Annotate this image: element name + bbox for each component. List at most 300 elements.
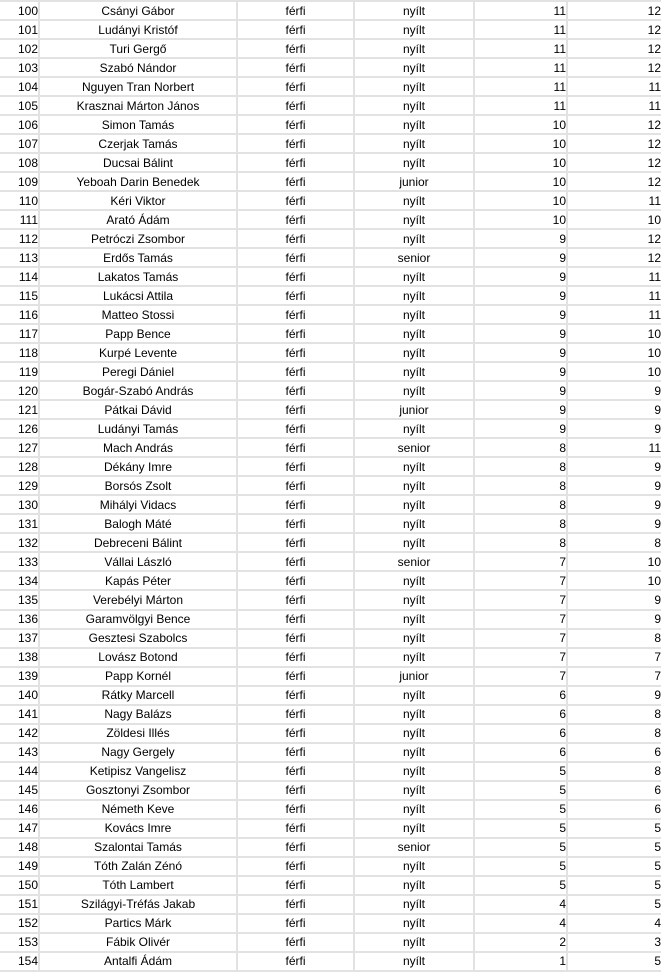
cell-value2[interactable]: 6 <box>568 782 661 801</box>
cell-name[interactable]: Mach András <box>40 439 238 458</box>
cell-gender[interactable]: férfi <box>238 858 355 877</box>
cell-name[interactable]: Partics Márk <box>40 915 238 934</box>
cell-name[interactable]: Kurpé Levente <box>40 344 238 363</box>
cell-name[interactable]: Gesztesi Szabolcs <box>40 630 238 649</box>
cell-gender[interactable]: férfi <box>238 611 355 630</box>
cell-gender[interactable]: férfi <box>238 21 355 40</box>
cell-value1[interactable]: 10 <box>475 211 568 230</box>
cell-value2[interactable]: 10 <box>568 211 661 230</box>
cell-rank[interactable]: 147 <box>0 820 40 839</box>
cell-category[interactable]: nyílt <box>355 192 475 211</box>
cell-rank[interactable]: 137 <box>0 630 40 649</box>
cell-gender[interactable]: férfi <box>238 934 355 953</box>
cell-value1[interactable]: 8 <box>475 439 568 458</box>
cell-gender[interactable]: férfi <box>238 744 355 763</box>
cell-value1[interactable]: 6 <box>475 744 568 763</box>
cell-category[interactable]: nyílt <box>355 820 475 839</box>
cell-value1[interactable]: 6 <box>475 706 568 725</box>
cell-gender[interactable]: férfi <box>238 401 355 420</box>
cell-value1[interactable]: 11 <box>475 78 568 97</box>
cell-name[interactable]: Szilágyi-Tréfás Jakab <box>40 896 238 915</box>
cell-value1[interactable]: 5 <box>475 763 568 782</box>
cell-value1[interactable]: 10 <box>475 173 568 192</box>
cell-category[interactable]: nyílt <box>355 287 475 306</box>
cell-value2[interactable]: 12 <box>568 230 661 249</box>
cell-value2[interactable]: 5 <box>568 820 661 839</box>
cell-value1[interactable]: 9 <box>475 420 568 439</box>
cell-category[interactable]: nyílt <box>355 116 475 135</box>
cell-category[interactable]: nyílt <box>355 211 475 230</box>
cell-category[interactable]: nyílt <box>355 154 475 173</box>
cell-category[interactable]: nyílt <box>355 725 475 744</box>
cell-value2[interactable]: 7 <box>568 649 661 668</box>
cell-name[interactable]: Szabó Nándor <box>40 59 238 78</box>
cell-name[interactable]: Lakatos Tamás <box>40 268 238 287</box>
cell-category[interactable]: nyílt <box>355 477 475 496</box>
cell-name[interactable]: Krasznai Márton János <box>40 97 238 116</box>
cell-name[interactable]: Bogár-Szabó András <box>40 382 238 401</box>
cell-name[interactable]: Pátkai Dávid <box>40 401 238 420</box>
cell-name[interactable]: Peregi Dániel <box>40 363 238 382</box>
cell-gender[interactable]: férfi <box>238 915 355 934</box>
cell-gender[interactable]: férfi <box>238 630 355 649</box>
cell-rank[interactable]: 131 <box>0 515 40 534</box>
cell-rank[interactable]: 154 <box>0 953 40 972</box>
cell-name[interactable]: Yeboah Darin Benedek <box>40 173 238 192</box>
cell-rank[interactable]: 146 <box>0 801 40 820</box>
cell-value2[interactable]: 8 <box>568 630 661 649</box>
cell-value1[interactable]: 9 <box>475 268 568 287</box>
cell-rank[interactable]: 121 <box>0 401 40 420</box>
cell-gender[interactable]: férfi <box>238 78 355 97</box>
cell-gender[interactable]: férfi <box>238 725 355 744</box>
cell-rank[interactable]: 139 <box>0 668 40 687</box>
cell-category[interactable]: nyílt <box>355 591 475 610</box>
cell-name[interactable]: Németh Keve <box>40 801 238 820</box>
cell-value2[interactable]: 5 <box>568 877 661 896</box>
cell-name[interactable]: Kéri Viktor <box>40 192 238 211</box>
cell-value2[interactable]: 12 <box>568 2 661 21</box>
cell-category[interactable]: nyílt <box>355 896 475 915</box>
cell-value1[interactable]: 9 <box>475 230 568 249</box>
cell-category[interactable]: nyílt <box>355 801 475 820</box>
cell-name[interactable]: Ludányi Tamás <box>40 420 238 439</box>
cell-value2[interactable]: 9 <box>568 496 661 515</box>
cell-category[interactable]: junior <box>355 173 475 192</box>
cell-name[interactable]: Lukácsi Attila <box>40 287 238 306</box>
cell-value2[interactable]: 5 <box>568 953 661 972</box>
cell-value2[interactable]: 10 <box>568 325 661 344</box>
cell-value1[interactable]: 11 <box>475 97 568 116</box>
cell-value2[interactable]: 11 <box>568 192 661 211</box>
cell-value2[interactable]: 9 <box>568 401 661 420</box>
cell-category[interactable]: junior <box>355 401 475 420</box>
cell-category[interactable]: nyílt <box>355 611 475 630</box>
cell-value1[interactable]: 5 <box>475 782 568 801</box>
cell-rank[interactable]: 132 <box>0 534 40 553</box>
cell-value1[interactable]: 8 <box>475 477 568 496</box>
cell-name[interactable]: Petróczi Zsombor <box>40 230 238 249</box>
cell-value2[interactable]: 10 <box>568 363 661 382</box>
cell-gender[interactable]: férfi <box>238 496 355 515</box>
cell-category[interactable]: nyílt <box>355 344 475 363</box>
cell-value1[interactable]: 6 <box>475 725 568 744</box>
cell-category[interactable]: nyílt <box>355 744 475 763</box>
cell-gender[interactable]: férfi <box>238 344 355 363</box>
cell-name[interactable]: Ketipisz Vangelisz <box>40 763 238 782</box>
cell-name[interactable]: Nguyen Tran Norbert <box>40 78 238 97</box>
cell-rank[interactable]: 129 <box>0 477 40 496</box>
cell-category[interactable]: nyílt <box>355 496 475 515</box>
cell-name[interactable]: Fábik Olivér <box>40 934 238 953</box>
cell-rank[interactable]: 109 <box>0 173 40 192</box>
cell-value2[interactable]: 12 <box>568 154 661 173</box>
cell-category[interactable]: junior <box>355 668 475 687</box>
cell-name[interactable]: Antalfi Ádám <box>40 953 238 972</box>
cell-name[interactable]: Balogh Máté <box>40 515 238 534</box>
cell-category[interactable]: senior <box>355 839 475 858</box>
cell-category[interactable]: nyílt <box>355 21 475 40</box>
cell-rank[interactable]: 153 <box>0 934 40 953</box>
cell-category[interactable]: nyílt <box>355 59 475 78</box>
cell-value2[interactable]: 9 <box>568 477 661 496</box>
cell-category[interactable]: nyílt <box>355 763 475 782</box>
cell-value2[interactable]: 6 <box>568 744 661 763</box>
cell-rank[interactable]: 103 <box>0 59 40 78</box>
cell-gender[interactable]: férfi <box>238 2 355 21</box>
cell-rank[interactable]: 141 <box>0 706 40 725</box>
cell-gender[interactable]: férfi <box>238 306 355 325</box>
cell-name[interactable]: Kovács Imre <box>40 820 238 839</box>
cell-value2[interactable]: 11 <box>568 97 661 116</box>
cell-value1[interactable]: 7 <box>475 572 568 591</box>
cell-rank[interactable]: 107 <box>0 135 40 154</box>
cell-gender[interactable]: férfi <box>238 820 355 839</box>
cell-value2[interactable]: 11 <box>568 306 661 325</box>
cell-rank[interactable]: 149 <box>0 858 40 877</box>
cell-category[interactable]: nyílt <box>355 325 475 344</box>
cell-category[interactable]: senior <box>355 553 475 572</box>
cell-category[interactable]: nyílt <box>355 135 475 154</box>
cell-rank[interactable]: 126 <box>0 420 40 439</box>
cell-category[interactable]: nyílt <box>355 420 475 439</box>
cell-gender[interactable]: férfi <box>238 135 355 154</box>
cell-rank[interactable]: 152 <box>0 915 40 934</box>
cell-name[interactable]: Csányi Gábor <box>40 2 238 21</box>
cell-value2[interactable]: 12 <box>568 173 661 192</box>
cell-gender[interactable]: férfi <box>238 839 355 858</box>
cell-value1[interactable]: 6 <box>475 687 568 706</box>
cell-category[interactable]: nyílt <box>355 230 475 249</box>
cell-name[interactable]: Zöldesi Illés <box>40 725 238 744</box>
cell-value2[interactable]: 11 <box>568 439 661 458</box>
cell-rank[interactable]: 113 <box>0 249 40 268</box>
cell-value2[interactable]: 11 <box>568 268 661 287</box>
cell-name[interactable]: Simon Tamás <box>40 116 238 135</box>
cell-gender[interactable]: férfi <box>238 553 355 572</box>
cell-value1[interactable]: 11 <box>475 2 568 21</box>
cell-value1[interactable]: 7 <box>475 611 568 630</box>
cell-value2[interactable]: 9 <box>568 382 661 401</box>
cell-value1[interactable]: 10 <box>475 154 568 173</box>
cell-value1[interactable]: 9 <box>475 287 568 306</box>
cell-category[interactable]: nyílt <box>355 2 475 21</box>
cell-value2[interactable]: 8 <box>568 725 661 744</box>
cell-value1[interactable]: 2 <box>475 934 568 953</box>
cell-gender[interactable]: férfi <box>238 40 355 59</box>
cell-gender[interactable]: férfi <box>238 116 355 135</box>
cell-gender[interactable]: férfi <box>238 534 355 553</box>
cell-value2[interactable]: 12 <box>568 59 661 78</box>
cell-gender[interactable]: férfi <box>238 97 355 116</box>
cell-category[interactable]: nyílt <box>355 382 475 401</box>
cell-value2[interactable]: 11 <box>568 78 661 97</box>
cell-name[interactable]: Garamvölgyi Bence <box>40 611 238 630</box>
cell-value1[interactable]: 9 <box>475 401 568 420</box>
cell-rank[interactable]: 133 <box>0 553 40 572</box>
cell-category[interactable]: nyílt <box>355 306 475 325</box>
cell-rank[interactable]: 112 <box>0 230 40 249</box>
cell-value1[interactable]: 1 <box>475 953 568 972</box>
cell-gender[interactable]: férfi <box>238 439 355 458</box>
cell-value1[interactable]: 9 <box>475 306 568 325</box>
cell-value1[interactable]: 9 <box>475 344 568 363</box>
cell-value1[interactable]: 9 <box>475 249 568 268</box>
cell-value1[interactable]: 9 <box>475 325 568 344</box>
cell-name[interactable]: Ludányi Kristóf <box>40 21 238 40</box>
cell-name[interactable]: Tóth Lambert <box>40 877 238 896</box>
cell-value1[interactable]: 10 <box>475 192 568 211</box>
cell-name[interactable]: Arató Ádám <box>40 211 238 230</box>
cell-name[interactable]: Vállai László <box>40 553 238 572</box>
cell-rank[interactable]: 119 <box>0 363 40 382</box>
cell-name[interactable]: Nagy Gergely <box>40 744 238 763</box>
cell-category[interactable]: nyílt <box>355 458 475 477</box>
cell-category[interactable]: senior <box>355 439 475 458</box>
cell-rank[interactable]: 142 <box>0 725 40 744</box>
cell-value1[interactable]: 4 <box>475 915 568 934</box>
cell-rank[interactable]: 148 <box>0 839 40 858</box>
cell-value1[interactable]: 7 <box>475 668 568 687</box>
cell-value2[interactable]: 9 <box>568 591 661 610</box>
cell-category[interactable]: nyílt <box>355 877 475 896</box>
cell-value2[interactable]: 12 <box>568 116 661 135</box>
cell-name[interactable]: Verebélyi Márton <box>40 591 238 610</box>
cell-name[interactable]: Matteo Stossi <box>40 306 238 325</box>
cell-name[interactable]: Debreceni Bálint <box>40 534 238 553</box>
cell-value2[interactable]: 10 <box>568 572 661 591</box>
cell-rank[interactable]: 145 <box>0 782 40 801</box>
cell-gender[interactable]: férfi <box>238 763 355 782</box>
cell-rank[interactable]: 108 <box>0 154 40 173</box>
cell-value2[interactable]: 5 <box>568 839 661 858</box>
cell-name[interactable]: Kapás Péter <box>40 572 238 591</box>
cell-gender[interactable]: férfi <box>238 287 355 306</box>
cell-value1[interactable]: 5 <box>475 820 568 839</box>
cell-rank[interactable]: 134 <box>0 572 40 591</box>
cell-gender[interactable]: férfi <box>238 154 355 173</box>
cell-name[interactable]: Papp Kornél <box>40 668 238 687</box>
cell-gender[interactable]: férfi <box>238 192 355 211</box>
cell-category[interactable]: nyílt <box>355 268 475 287</box>
cell-value2[interactable]: 10 <box>568 344 661 363</box>
cell-gender[interactable]: férfi <box>238 382 355 401</box>
cell-gender[interactable]: férfi <box>238 591 355 610</box>
cell-name[interactable]: Rátky Marcell <box>40 687 238 706</box>
cell-rank[interactable]: 140 <box>0 687 40 706</box>
cell-value2[interactable]: 12 <box>568 135 661 154</box>
cell-value1[interactable]: 11 <box>475 59 568 78</box>
cell-value1[interactable]: 11 <box>475 40 568 59</box>
cell-name[interactable]: Gosztonyi Zsombor <box>40 782 238 801</box>
cell-value1[interactable]: 8 <box>475 534 568 553</box>
cell-value1[interactable]: 11 <box>475 21 568 40</box>
cell-category[interactable]: nyílt <box>355 649 475 668</box>
cell-category[interactable]: nyílt <box>355 534 475 553</box>
cell-value2[interactable]: 6 <box>568 801 661 820</box>
cell-rank[interactable]: 120 <box>0 382 40 401</box>
cell-value2[interactable]: 8 <box>568 534 661 553</box>
cell-gender[interactable]: férfi <box>238 782 355 801</box>
cell-value2[interactable]: 10 <box>568 553 661 572</box>
cell-value2[interactable]: 4 <box>568 915 661 934</box>
cell-category[interactable]: nyílt <box>355 515 475 534</box>
cell-value1[interactable]: 8 <box>475 515 568 534</box>
cell-gender[interactable]: férfi <box>238 249 355 268</box>
cell-category[interactable]: nyílt <box>355 782 475 801</box>
cell-rank[interactable]: 150 <box>0 877 40 896</box>
cell-value1[interactable]: 9 <box>475 363 568 382</box>
cell-value2[interactable]: 3 <box>568 934 661 953</box>
cell-name[interactable]: Papp Bence <box>40 325 238 344</box>
cell-value1[interactable]: 4 <box>475 896 568 915</box>
cell-category[interactable]: nyílt <box>355 915 475 934</box>
cell-gender[interactable]: férfi <box>238 515 355 534</box>
cell-value2[interactable]: 9 <box>568 687 661 706</box>
cell-category[interactable]: nyílt <box>355 858 475 877</box>
cell-category[interactable]: nyílt <box>355 97 475 116</box>
cell-gender[interactable]: férfi <box>238 706 355 725</box>
cell-rank[interactable]: 128 <box>0 458 40 477</box>
cell-value1[interactable]: 7 <box>475 649 568 668</box>
cell-gender[interactable]: férfi <box>238 363 355 382</box>
cell-category[interactable]: nyílt <box>355 953 475 972</box>
cell-value2[interactable]: 11 <box>568 287 661 306</box>
cell-gender[interactable]: férfi <box>238 477 355 496</box>
cell-value2[interactable]: 12 <box>568 40 661 59</box>
cell-value2[interactable]: 7 <box>568 668 661 687</box>
cell-value1[interactable]: 7 <box>475 591 568 610</box>
cell-rank[interactable]: 115 <box>0 287 40 306</box>
cell-category[interactable]: nyílt <box>355 630 475 649</box>
cell-gender[interactable]: férfi <box>238 420 355 439</box>
cell-rank[interactable]: 101 <box>0 21 40 40</box>
cell-value1[interactable]: 7 <box>475 630 568 649</box>
cell-value2[interactable]: 9 <box>568 420 661 439</box>
cell-rank[interactable]: 135 <box>0 591 40 610</box>
cell-value2[interactable]: 12 <box>568 249 661 268</box>
cell-category[interactable]: nyílt <box>355 572 475 591</box>
cell-rank[interactable]: 116 <box>0 306 40 325</box>
cell-value2[interactable]: 9 <box>568 515 661 534</box>
cell-gender[interactable]: férfi <box>238 59 355 78</box>
cell-value1[interactable]: 5 <box>475 858 568 877</box>
cell-gender[interactable]: férfi <box>238 325 355 344</box>
cell-rank[interactable]: 104 <box>0 78 40 97</box>
cell-category[interactable]: nyílt <box>355 363 475 382</box>
cell-name[interactable]: Dékány Imre <box>40 458 238 477</box>
cell-gender[interactable]: férfi <box>238 877 355 896</box>
cell-value1[interactable]: 9 <box>475 382 568 401</box>
cell-name[interactable]: Lovász Botond <box>40 649 238 668</box>
cell-name[interactable]: Nagy Balázs <box>40 706 238 725</box>
cell-name[interactable]: Erdős Tamás <box>40 249 238 268</box>
cell-rank[interactable]: 110 <box>0 192 40 211</box>
cell-value2[interactable]: 9 <box>568 611 661 630</box>
cell-category[interactable]: senior <box>355 249 475 268</box>
cell-gender[interactable]: férfi <box>238 668 355 687</box>
cell-value1[interactable]: 8 <box>475 496 568 515</box>
cell-value2[interactable]: 8 <box>568 706 661 725</box>
cell-name[interactable]: Mihályi Vidacs <box>40 496 238 515</box>
cell-rank[interactable]: 144 <box>0 763 40 782</box>
cell-value1[interactable]: 10 <box>475 116 568 135</box>
cell-gender[interactable]: férfi <box>238 687 355 706</box>
cell-gender[interactable]: férfi <box>238 230 355 249</box>
cell-value1[interactable]: 5 <box>475 877 568 896</box>
cell-rank[interactable]: 111 <box>0 211 40 230</box>
cell-category[interactable]: nyílt <box>355 40 475 59</box>
cell-value1[interactable]: 8 <box>475 458 568 477</box>
cell-rank[interactable]: 136 <box>0 611 40 630</box>
cell-category[interactable]: nyílt <box>355 706 475 725</box>
cell-gender[interactable]: férfi <box>238 896 355 915</box>
cell-value2[interactable]: 8 <box>568 763 661 782</box>
cell-name[interactable]: Czerjak Tamás <box>40 135 238 154</box>
cell-gender[interactable]: férfi <box>238 801 355 820</box>
cell-rank[interactable]: 118 <box>0 344 40 363</box>
cell-rank[interactable]: 114 <box>0 268 40 287</box>
cell-name[interactable]: Tóth Zalán Zénó <box>40 858 238 877</box>
cell-name[interactable]: Borsós Zsolt <box>40 477 238 496</box>
cell-value1[interactable]: 5 <box>475 801 568 820</box>
cell-gender[interactable]: férfi <box>238 211 355 230</box>
cell-value2[interactable]: 12 <box>568 21 661 40</box>
cell-category[interactable]: nyílt <box>355 934 475 953</box>
cell-value1[interactable]: 7 <box>475 553 568 572</box>
cell-value2[interactable]: 5 <box>568 896 661 915</box>
cell-gender[interactable]: férfi <box>238 572 355 591</box>
cell-name[interactable]: Szalontai Tamás <box>40 839 238 858</box>
cell-rank[interactable]: 151 <box>0 896 40 915</box>
cell-value1[interactable]: 10 <box>475 135 568 154</box>
cell-gender[interactable]: férfi <box>238 173 355 192</box>
cell-value2[interactable]: 5 <box>568 858 661 877</box>
cell-rank[interactable]: 130 <box>0 496 40 515</box>
cell-gender[interactable]: férfi <box>238 458 355 477</box>
cell-category[interactable]: nyílt <box>355 687 475 706</box>
cell-name[interactable]: Ducsai Bálint <box>40 154 238 173</box>
cell-value2[interactable]: 9 <box>568 458 661 477</box>
cell-rank[interactable]: 127 <box>0 439 40 458</box>
cell-value1[interactable]: 5 <box>475 839 568 858</box>
cell-category[interactable]: nyílt <box>355 78 475 97</box>
cell-rank[interactable]: 106 <box>0 116 40 135</box>
cell-rank[interactable]: 143 <box>0 744 40 763</box>
cell-rank[interactable]: 100 <box>0 2 40 21</box>
cell-name[interactable]: Turi Gergő <box>40 40 238 59</box>
cell-rank[interactable]: 117 <box>0 325 40 344</box>
